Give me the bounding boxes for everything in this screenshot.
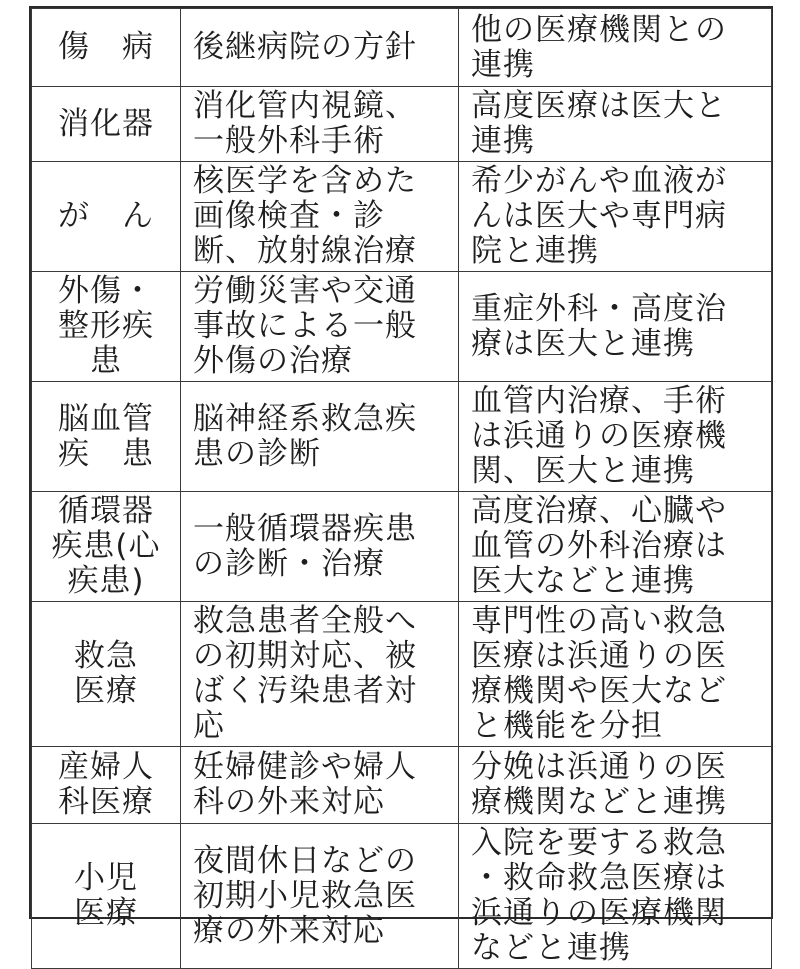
disease-cell: 循環器 疾患(心 疾患) (32, 492, 181, 602)
cooperation-cell: 高度治療、心臓や 血管の外科治療は 医大などと連携 (459, 492, 772, 602)
disease-cell: 小児 医療 (32, 824, 181, 969)
cooperation-cell: 分娩は浜通りの医 療機関などと連携 (459, 747, 772, 824)
successor-policy-cell: 脳神経系救急疾 患の診断 (181, 382, 459, 492)
successor-policy-cell: 救急患者全般へ の初期対応、被 ばく汚染患者対 応 (181, 602, 459, 747)
successor-policy-cell: 核医学を含めた 画像検査・診 断、放射線治療 (181, 162, 459, 272)
successor-policy-cell: 妊婦健診や婦人 科の外来対応 (181, 747, 459, 824)
table-row (32, 824, 772, 969)
table-row (32, 87, 772, 162)
table-row (32, 382, 772, 492)
table-row (32, 747, 772, 824)
table-row (32, 272, 772, 382)
table-row (32, 602, 772, 747)
table-row (32, 492, 772, 602)
successor-policy-cell: 労働災害や交通 事故による一般 外傷の治療 (181, 272, 459, 382)
successor-policy-cell: 夜間休日などの 初期小児救急医 療の外来対応 (181, 824, 459, 969)
disease-cell: 産婦人 科医療 (32, 747, 181, 824)
header-disease: 傷 病 (32, 9, 181, 87)
disease-cell: 救急 医療 (32, 602, 181, 747)
header-cooperation: 他の医療機関との 連携 (459, 9, 772, 87)
cooperation-cell: 重症外科・高度治 療は医大と連携 (459, 272, 772, 382)
policy-table-frame (29, 6, 773, 966)
successor-policy-cell: 消化管内視鏡、 一般外科手術 (181, 87, 459, 162)
cooperation-cell: 希少がんや血液が んは医大や専門病 院と連携 (459, 162, 772, 272)
disease-cell: 消化器 (32, 87, 181, 162)
cooperation-cell: 高度医療は医大と 連携 (459, 87, 772, 162)
successor-policy-cell: 一般循環器疾患 の診断・治療 (181, 492, 459, 602)
cooperation-cell: 専門性の高い救急 医療は浜通りの医 療機関や医大など と機能を分担 (459, 602, 772, 747)
disease-cell: が ん (32, 162, 181, 272)
disease-cell: 外傷・ 整形疾 患 (32, 272, 181, 382)
cooperation-cell: 入院を要する救急 ・救命救急医療は 浜通りの医療機関 などと連携 (459, 824, 772, 969)
header-row (32, 9, 772, 87)
disease-cell: 脳血管 疾 患 (32, 382, 181, 492)
header-successor-policy: 後継病院の方針 (181, 9, 459, 87)
cooperation-cell: 血管内治療、手術 は浜通りの医療機 関、医大と連携 (459, 382, 772, 492)
policy-table (31, 8, 772, 969)
table-row (32, 162, 772, 272)
